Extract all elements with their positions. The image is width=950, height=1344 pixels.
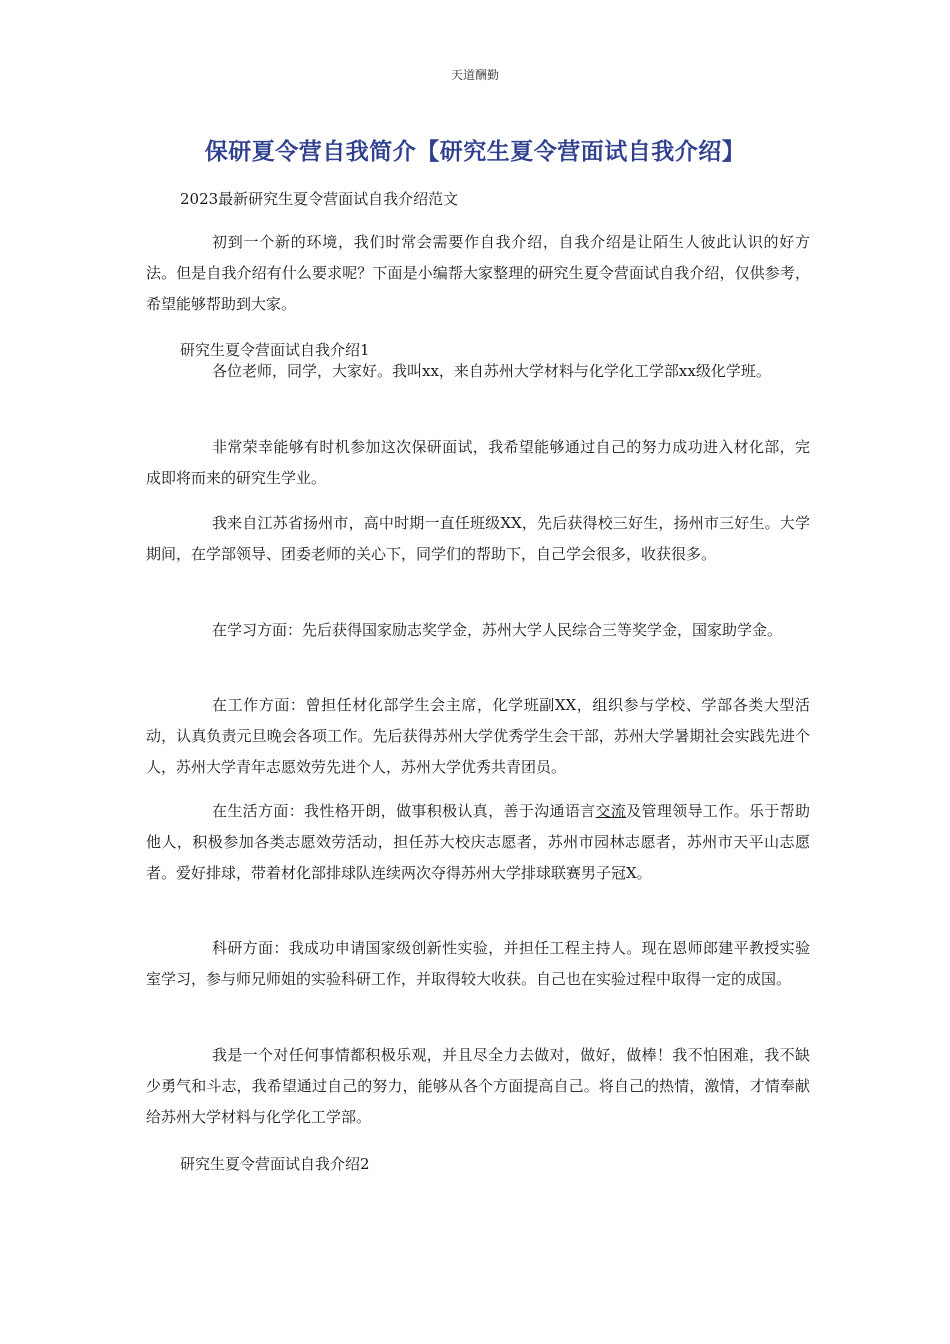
subtitle: 2023最新研究生夏令营面试自我介绍范文 bbox=[180, 190, 459, 208]
page-header: 天道酬勤 bbox=[450, 68, 499, 82]
paragraph-background: 我来自江苏省扬州市，高中时期一直任班级XX，先后获得校三好生，扬州市三好生。大学期间，在学部领导、团委老师的关心下，同学们的帮助下，自己学会很多，收获很多。 bbox=[146, 514, 810, 563]
life-text-before: 在生活方面：我性格开朗，做事积极认真，善于沟通语言 bbox=[212, 802, 596, 820]
intro-paragraph: 初到一个新的环境，我们时常会需要作自我介绍，自我介绍是让陌生人彼此认识的好方法。但是自我介绍有什么要求呢？下面是小编帮大家整理的研究生夏令营面试自我介绍，仅供参考，希望能够帮助到大家。 bbox=[146, 233, 810, 313]
paragraph-honor: 非常荣幸能够有时机参加这次保研面试，我希望能够通过自己的努力成功进入材化部，完成即将而来的研究生学业。 bbox=[146, 438, 810, 487]
document-title: 保研夏令营自我简介【研究生夏令营面试自我介绍】 bbox=[204, 139, 746, 165]
paragraph-research: 科研方面：我成功申请国家级创新性实验，并担任工程主持人。现在恩师郎建平教授实验室学习，参与师兄师姐的实验科研工作，并取得较大收获。自己也在实验过程中取得一定的成国。 bbox=[146, 939, 810, 988]
paragraph-greeting: 各位老师，同学，大家好。我叫xx，来自苏州大学材料与化学化工学部xx级化学班。 bbox=[212, 362, 771, 380]
paragraph-study: 在学习方面：先后获得国家励志奖学金，苏州大学人民综合三等奖学金，国家助学金。 bbox=[212, 621, 783, 639]
life-text-after: 及管理领导工作。乐于帮助他人，积极参加各类志愿效劳活动，担任苏大校庆志愿者，苏州市园林志愿者，苏州市天平山志愿者。爱好排球，带着材化部排球队连续两次夺得苏州大学排球联赛男子冠X。 bbox=[146, 802, 810, 882]
section-heading-2: 研究生夏令营面试自我介绍2 bbox=[180, 1155, 370, 1173]
section-heading-1: 研究生夏令营面试自我介绍1 bbox=[180, 341, 370, 359]
exchange-link[interactable]: 交流 bbox=[595, 802, 627, 820]
paragraph-work: 在工作方面：曾担任材化部学生会主席，化学班副XX，组织参与学校、学部各类大型活动，认真负责元旦晚会各项工作。先后获得苏州大学优秀学生会干部，苏州大学暑期社会实践先进个人，苏州大学青年志愿效劳先进个人，苏州大学优秀共青团员。 bbox=[146, 696, 810, 776]
paragraph-attitude: 我是一个对任何事情都积极乐观，并且尽全力去做对，做好，做棒！我不怕困难，我不缺少勇气和斗志，我希望通过自己的努力，能够从各个方面提高自己。将自己的热情，激情，才情奉献给苏州大学材料与化学化工学部。 bbox=[146, 1046, 810, 1126]
paragraph-life bbox=[146, 796, 810, 889]
